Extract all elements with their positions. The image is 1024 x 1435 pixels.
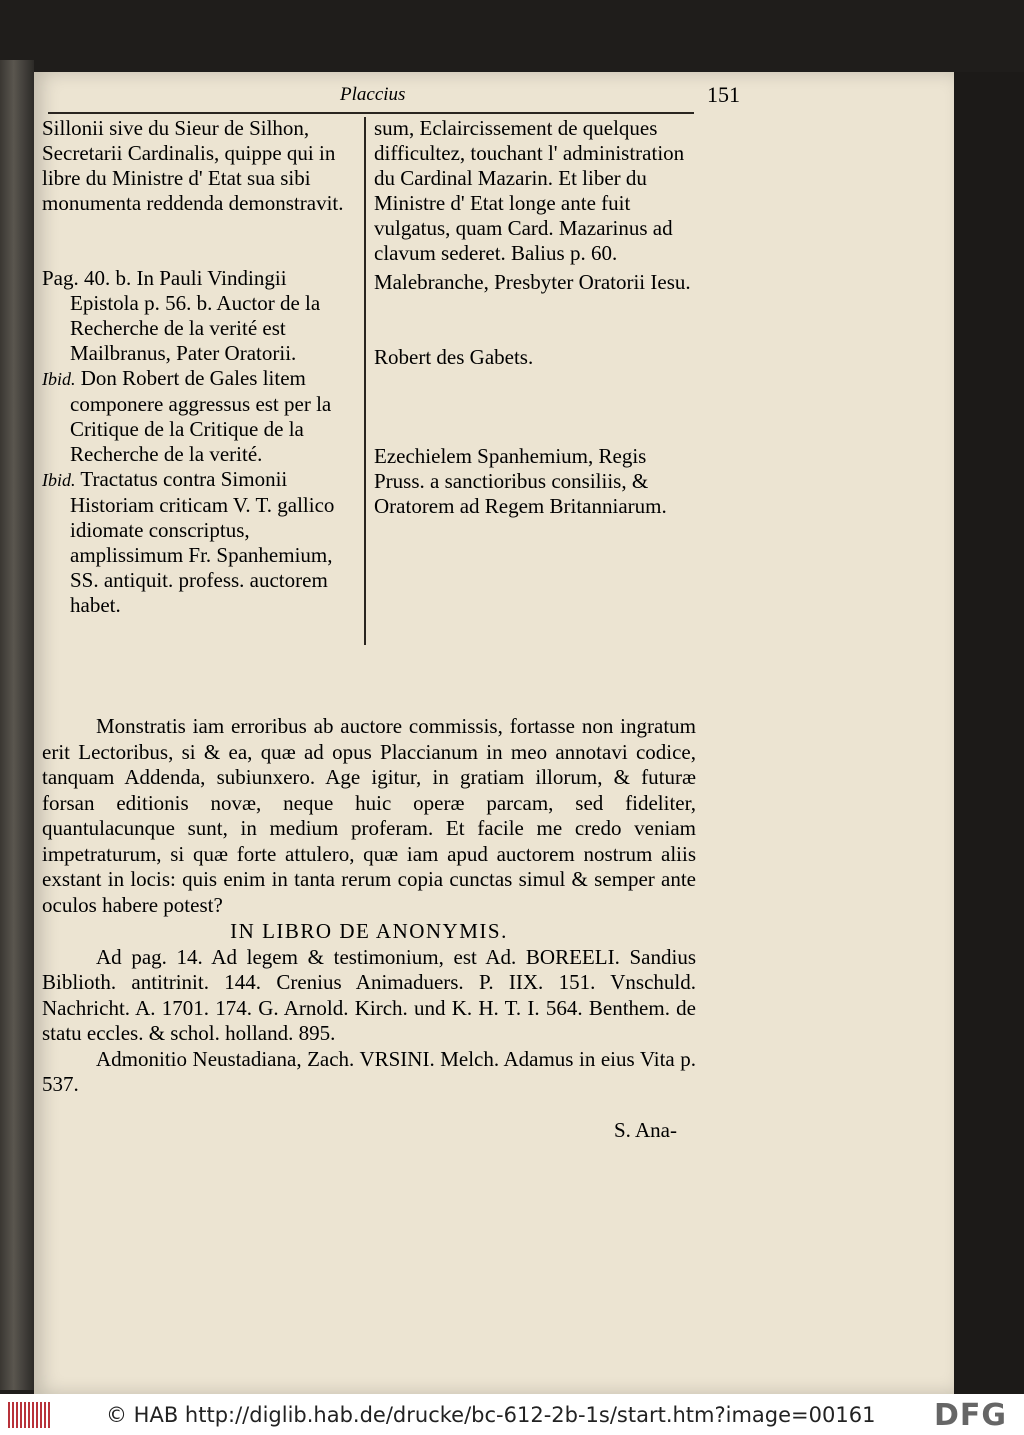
- right-entry: sum, Eclaircissement de quelques difficultez, touchant l' administration du Cardinal Mazarin. Et liber du Ministre d' Etat longe ante fuit vulgatus, quam Card. Mazarinus ad clavum sederet. Balius p. 60.: [374, 116, 685, 265]
- left-entry-text: Sillonii sive du Sieur de Silhon, Secretarii Cardinalis, quippe qui in libre du Ministre d' Etat sua sibi monumenta reddenda demonstravit.: [42, 116, 344, 215]
- right-column: [374, 116, 696, 519]
- intro-paragraph: Monstratis iam erroribus ab auctore commissis, fortasse non ingratum erit Lectoribus, si & ea, quæ ad opus Placcianum in meo annotavi codice, tanquam Addenda, subiunxero. Age igitur, in gratiam illorum, & futuræ forsan editionis novæ, neque huic operæ parcam, sed fideliter, quantulacunque sunt, in medium proferam. Et facile me credo veniam impetraturum, si quæ forte attulero, quæ iam apud auctorem nostrum aliis exstant in locis: quis enim in tanta rerum copia cunctas simul & semper ante oculos habere potest?: [42, 714, 696, 917]
- entry-label: Ibid.: [42, 369, 76, 389]
- column-divider: [364, 117, 366, 645]
- header-rule: [48, 112, 694, 114]
- book-spine: [0, 60, 34, 1390]
- running-header: [340, 82, 740, 112]
- source-link[interactable]: © HAB http://diglib.hab.de/drucke/bc-612-2b-1s/start.htm?image=00161: [106, 1403, 876, 1427]
- entry-label: Pag. 40. b.: [42, 266, 132, 290]
- left-entry-text: In Pauli Vindingii Epistola p. 56. b. Auctor de la Recherche de la verité est Mailbranus, Pater Oratorii.: [70, 266, 321, 365]
- left-entry: [42, 366, 360, 467]
- running-title: Placcius: [340, 84, 406, 105]
- catchword: S. Ana-: [614, 1118, 677, 1142]
- addendum-paragraph: Admonitio Neustadiana, Zach. VRSINI. Melch. Adamus in eius Vita p. 537.: [42, 1046, 696, 1096]
- viewer-footer: [0, 1394, 1024, 1435]
- scan-background: [954, 72, 1024, 1394]
- left-column: [42, 116, 360, 618]
- addendum-paragraph: Ad pag. 14. Ad legem & testimonium, est Ad. BOREELI. Sandius Biblioth. antitrinit. 144. Crenius Animaduers. P. IIX. 151. Vnschuld. Nachricht. A. 1701. 174. G. Arnold. Kirch. und K. H. T. I. 564. Benthem. de statu eccles. & schol. holland. 895.: [42, 944, 696, 1045]
- left-entry-text: Tractatus contra Simonii Historiam criticam V. T. gallico idiomate conscriptus, amplissimum Fr. Spanhemium, SS. antiquit. profess. auctorem habet.: [70, 467, 335, 617]
- right-entry: Malebranche, Presbyter Oratorii Iesu.: [374, 270, 691, 294]
- right-entry: Ezechielem Spanhemium, Regis Pruss. a sanctioribus consiliis, & Oratorem ad Regem Britanniarum.: [374, 444, 667, 518]
- left-entry-text: Don Robert de Gales litem componere aggressus est per la Critique de la Critique de la Recherche de la verité.: [70, 366, 332, 466]
- page-number: 151: [707, 82, 740, 107]
- left-entry: [42, 116, 360, 216]
- entry-label: Ibid.: [42, 470, 76, 490]
- left-entry: [42, 467, 360, 618]
- main-text: [42, 714, 696, 1098]
- left-entry: [42, 266, 360, 366]
- section-heading: IN LIBRO DE ANONYMIS.: [230, 919, 508, 943]
- barcode-icon: [8, 1402, 50, 1428]
- dfg-logo: DFG: [934, 1398, 1008, 1433]
- right-entry: Robert des Gabets.: [374, 345, 534, 369]
